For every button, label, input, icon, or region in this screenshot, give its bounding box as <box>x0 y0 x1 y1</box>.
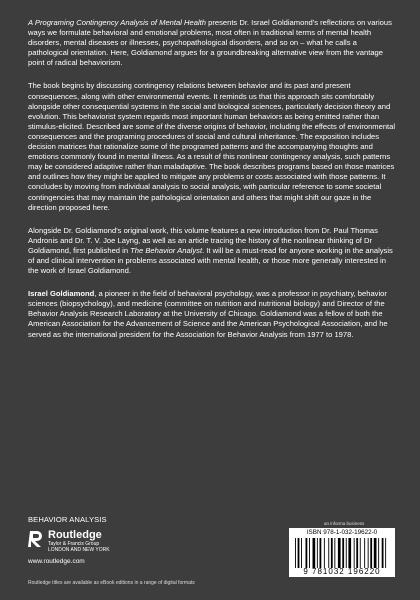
blurb-paragraph-1 <box>28 18 398 68</box>
informa-tag: an informa business <box>324 521 365 526</box>
barcode-number: 9 781032 196220 <box>303 567 381 576</box>
subject-category: BEHAVIOR ANALYSIS <box>28 515 107 524</box>
author-bio <box>28 289 398 339</box>
author-name: Israel Goldiamond <box>28 289 95 299</box>
blurb-text: Alongside Dr. Goldiamond's original work, this volume features a new introduction from Dr. Paul Thomas Andronis and Dr. T. V. Joe Layng, as well as an article tracing the history of the nonlinear thinking of Dr Goldiamond, first published in <box>28 225 378 255</box>
routledge-r-icon <box>28 530 44 548</box>
blurb-text: . It will be a must-read for anyone working in the analysis of and clinical intervention in problems associated with mental health, or those more generally interested in the work of Israel Goldiamond. <box>28 245 393 276</box>
book-title: A Programing Contingency Analysis of Mental Health <box>28 18 206 27</box>
blurb-paragraph-3 <box>28 226 398 276</box>
blurb-text: presents Dr. Israel Goldiamond's reflections on various ways we formulate behavioral and emotional problems, most often in traditional terms of mental health disorders, mental diseases or illnesses, psychopathological disorders, and so on – what he calls a pathological orientation. Here, Goldiamond argues for a groundbreaking alternative view from the vantage point of radical behaviorism. <box>28 18 392 68</box>
publisher-subtitle: Taylor & Francis Group LONDON AND NEW YORK <box>48 541 110 553</box>
back-cover-text <box>28 18 398 350</box>
barcode-area <box>289 528 395 577</box>
isbn-label: ISBN 978-1-032-19622-0 <box>306 529 378 536</box>
ebook-note: Routledge titles are available as eBook editions in a range of digital formats <box>28 580 195 586</box>
barcode-icon <box>293 538 391 568</box>
publisher-website: www.routledge.com <box>28 558 85 565</box>
blurb-paragraph-2: The book begins by discussing contingency relations between behavior and its past and present consequences, along with other environmental events. It reminds us that this approach sits comfortably alongside other consequential systems in the social and biological sciences, particularly decision theory and evolution. This behaviorist system regards most important human behaviors as being emitted rather than stimulus-elicited. Described are some of the diverse origins of behavior, including the effects of environmental consequences and the programing procedures of social and cultural inheritance. The exposition includes decision matrices that rationalize some of the programed patterns and the accompanying thoughts and emotions commonly found in mental illness. As a result of this nonlinear contingency analysis, such patterns may be considered adaptive rather than maladaptive. The book describes programs based on those matrices and outlines how they might be applied to mitigate any problems or costs associated with those patterns. It concludes by moving from individual analysis to social analysis, with particular reference to some societal contingencies that may maintain the pathological orientation and others that might shift our gaze in the direction proposed here. <box>28 81 396 212</box>
publisher-name: Routledge <box>48 529 102 541</box>
bio-text: , a pioneer in the field of behavioral psychology, was a professor in psychiatry, behavior sciences (biopsychology), and medicine (committee on nutrition and nutritional biology) and Director of the Behavior Analysis Research Laboratory at the University of Chicago. Goldiamond was a fellow of both the American Association for the Advancement of Science and the American Psychological Association, and he served as the international president for the Association for Behavior Analysis from 1977 to 1978. <box>28 289 388 339</box>
journal-title: The Behavior Analyst <box>130 245 203 255</box>
